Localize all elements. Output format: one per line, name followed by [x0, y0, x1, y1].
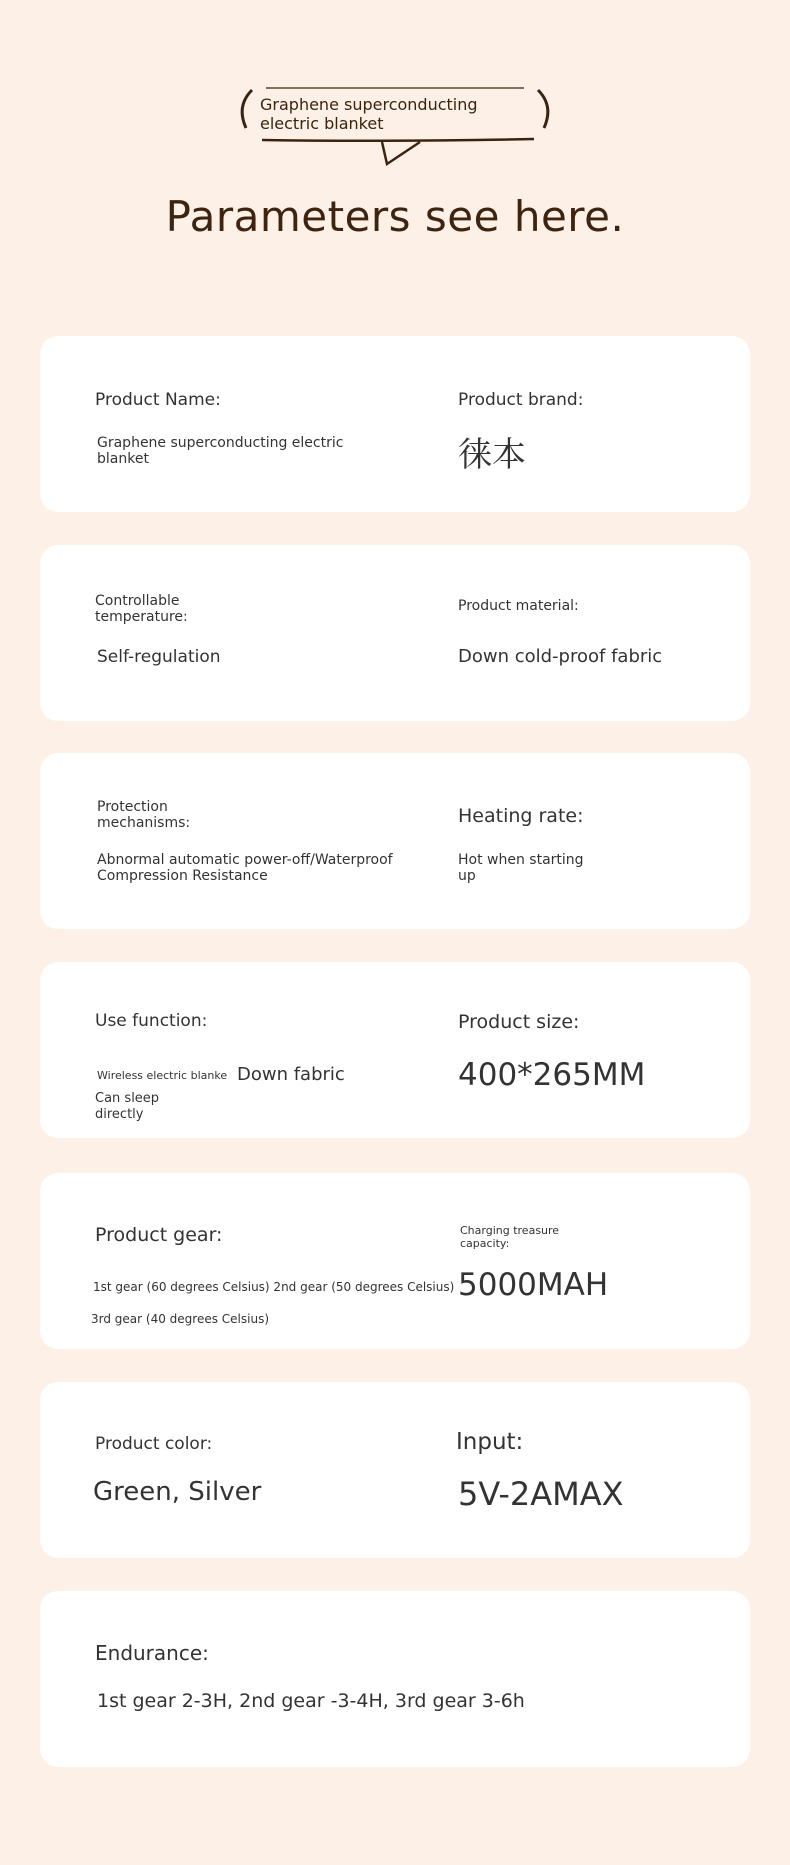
speech-bubble — [236, 84, 554, 170]
bubble-text: Graphene superconducting electric blanket — [260, 95, 478, 133]
card-use-function — [40, 962, 750, 1138]
card-value: Down fabric — [237, 1064, 345, 1085]
color-value: Green, Silver — [93, 1477, 262, 1507]
card-label: Heating rate: — [458, 805, 584, 827]
card-protection — [40, 753, 750, 929]
card-color — [40, 1382, 750, 1558]
card-label: Endurance: — [95, 1641, 209, 1665]
input-value: 5V-2AMAX — [458, 1475, 624, 1513]
card-label: Charging treasure capacity: — [460, 1224, 560, 1250]
card-label: Controllable temperature: — [95, 593, 188, 625]
card-label: Product gear: — [95, 1224, 223, 1246]
card-value: Down cold-proof fabric — [458, 646, 663, 667]
card-value: 3rd gear (40 degrees Celsius) — [91, 1312, 269, 1326]
brand-value: 徕本 — [458, 435, 526, 475]
page-title: Parameters see here. — [165, 192, 625, 241]
size-value: 400*265MM — [458, 1057, 646, 1093]
card-label: Product Name: — [95, 390, 221, 410]
card-label: Use function: — [95, 1011, 208, 1031]
capacity-value: 5000MAH — [458, 1267, 609, 1303]
card-temperature — [40, 545, 750, 721]
card-endurance — [40, 1591, 750, 1767]
card-label: Input: — [456, 1429, 524, 1455]
card-value: Self-regulation — [97, 647, 221, 667]
card-label: Product material: — [458, 598, 579, 614]
card-product-name — [40, 336, 750, 512]
card-value: Graphene superconducting electric blanket — [97, 435, 344, 467]
card-label: Product brand: — [458, 390, 584, 410]
card-label: Product size: — [458, 1011, 580, 1033]
card-value: 1st gear (60 degrees Celsius) 2nd gear (50 degrees Celsius) — [93, 1280, 455, 1294]
card-gear — [40, 1173, 750, 1349]
card-value: Can sleep directly — [95, 1091, 160, 1122]
card-value: Abnormal automatic power-off/Waterproof Compression Resistance — [97, 852, 393, 884]
card-label: Protection mechanisms: — [97, 799, 191, 831]
card-value: Wireless electric blanke — [97, 1069, 228, 1082]
card-value: 1st gear 2-3H, 2nd gear -3-4H, 3rd gear 3-6h — [97, 1690, 525, 1712]
card-label: Product color: — [95, 1434, 213, 1454]
card-value: Hot when starting up — [458, 852, 584, 884]
